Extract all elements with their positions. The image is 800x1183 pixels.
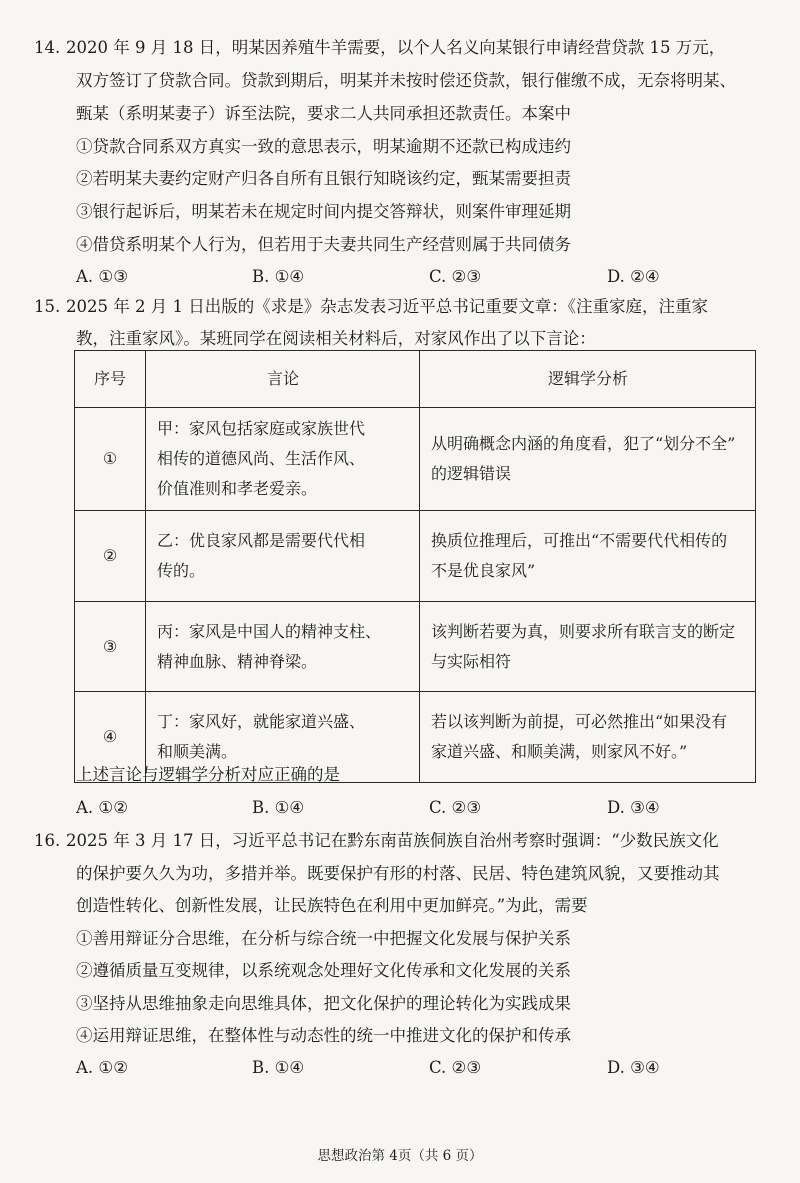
question-text-line: 2025 年 3 月 17 日，习近平总书记在黔东南苗族侗族自治州考察时强调：“少数民族文化 <box>66 831 719 850</box>
row-number: ④ <box>75 692 146 783</box>
question-number: 16. <box>34 831 61 850</box>
choice-statement: ②遵循质量互变规律，以系统观念处理好文化传承和文化发展的关系 <box>76 961 571 980</box>
choice-statement: ③坚持从思维抽象走向思维具体，把文化保护的理论转化为实践成果 <box>76 994 571 1013</box>
page-footer: 思想政治第 4页（共 6 页） <box>317 1148 483 1164</box>
table-row <box>75 602 756 692</box>
choice-statement: ①贷款合同系双方真实一致的意思表示，明某逾期不还款已构成违约 <box>76 137 571 156</box>
header-analysis: 逻辑学分析 <box>420 351 756 408</box>
question-text-line: 双方签订了贷款合同。贷款到期后，明某并未按时偿还贷款，银行催缴不成，无奈将明某、 <box>76 71 736 90</box>
header-statement: 言论 <box>146 351 420 408</box>
cell-line: 乙：优良家风都是需要代代相 <box>157 531 366 550</box>
cell-line: 丙：家风是中国人的精神支柱、 <box>157 621 382 641</box>
option-d[interactable]: D. ③④ <box>607 1058 660 1077</box>
cell-line: 不是优良家风” <box>431 561 536 580</box>
option-d[interactable]: D. ③④ <box>607 798 660 817</box>
answer-options <box>0 266 800 288</box>
option-b[interactable]: B. ①④ <box>252 1058 305 1077</box>
question-number: 14. <box>34 38 61 57</box>
cell-line: 传的。 <box>157 561 206 580</box>
question-number: 15. <box>34 297 61 316</box>
choice-statement: ②若明某夫妻约定财产归各自所有且银行知晓该约定，甄某需要担责 <box>76 169 571 188</box>
question-text-line: 创造性转化、创新性发展，让民族特色在利用中更加鲜亮。”为此，需要 <box>76 896 588 915</box>
cell-line: 从明确概念内涵的角度看，犯了“划分不全” <box>431 434 736 453</box>
header-no: 序号 <box>75 351 146 408</box>
option-c[interactable]: C. ②③ <box>429 798 482 817</box>
row-number: ① <box>75 408 146 511</box>
cell-line: 相传的道德风尚、生活作风、 <box>157 449 366 468</box>
statement-cell <box>146 511 420 602</box>
analysis-cell <box>420 408 756 511</box>
answer-options <box>0 797 800 819</box>
cell-line: 的逻辑错误 <box>431 464 512 483</box>
option-b[interactable]: B. ①④ <box>252 798 305 817</box>
table-header-row <box>75 351 756 408</box>
cell-line: 家道兴盛、和顺美满，则家风不好。” <box>431 742 688 761</box>
option-a[interactable]: A. ①② <box>76 1058 128 1077</box>
cell-line: 该判断若要为真，则要求所有联言支的断定 <box>431 621 736 641</box>
analysis-cell <box>420 602 756 692</box>
question-text-line: 2025 年 2 月 1 日出版的《求是》杂志发表习近平总书记重要文章：《注重家庭，注重家 <box>66 297 708 316</box>
question-text-line: 2020 年 9 月 18 日，明某因养殖牛羊需要，以个人名义向某银行申请经营贷款 15 万元， <box>66 38 726 57</box>
logic-analysis-table <box>74 350 756 783</box>
cell-line: 丁：家风好，就能家道兴盛、 <box>157 712 366 731</box>
statement-cell <box>146 602 420 692</box>
option-c[interactable]: C. ②③ <box>429 267 482 286</box>
table-row <box>75 511 756 602</box>
question-text-line: 甄某（系明某妻子）诉至法院，要求二人共同承担还款责任。本案中 <box>76 104 571 123</box>
question-text-line: 的保护要久久为功，多措并举。既要保护有形的村落、民居、特色建筑风貌，又要推动其 <box>76 864 720 883</box>
row-number: ② <box>75 511 146 602</box>
analysis-cell <box>420 692 756 783</box>
choice-statement: ①善用辩证分合思维，在分析与综合统一中把握文化发展与保护关系 <box>76 929 571 948</box>
question-text-line: 教，注重家风》。某班同学在阅读相关材料后，对家风作出了以下言论： <box>76 329 596 348</box>
choice-statement: ③银行起诉后，明某若未在规定时间内提交答辩状，则案件审理延期 <box>76 202 571 221</box>
option-b[interactable]: B. ①④ <box>252 267 305 286</box>
cell-line: 换质位推理后，可推出“不需要代代相传的 <box>431 531 728 550</box>
cell-line: 和顺美满。 <box>157 742 238 761</box>
answer-options <box>0 1057 800 1079</box>
option-a[interactable]: A. ①② <box>76 798 128 817</box>
cell-line: 若以该判断为前提，可必然推出“如果没有 <box>431 712 728 731</box>
choice-statement: ④运用辩证思维，在整体性与动态性的统一中推进文化的保护和传承 <box>76 1026 571 1045</box>
cell-line: 价值准则和孝老爱亲。 <box>157 479 318 498</box>
analysis-cell <box>420 511 756 602</box>
option-d[interactable]: D. ②④ <box>607 267 660 286</box>
option-a[interactable]: A. ①③ <box>76 267 128 286</box>
row-number: ③ <box>75 602 146 692</box>
table-row <box>75 408 756 511</box>
choice-statement: ④借贷系明某个人行为，但若用于夫妻共同生产经营则属于共同债务 <box>76 235 571 254</box>
cell-line: 与实际相符 <box>431 651 512 671</box>
cell-line: 甲：家风包括家庭或家族世代 <box>157 419 366 438</box>
option-c[interactable]: C. ②③ <box>429 1058 482 1077</box>
question-prompt: 上述言论与逻辑学分析对应正确的是 <box>76 765 340 784</box>
cell-line: 精神血脉、精神脊梁。 <box>157 651 318 671</box>
statement-cell <box>146 408 420 511</box>
